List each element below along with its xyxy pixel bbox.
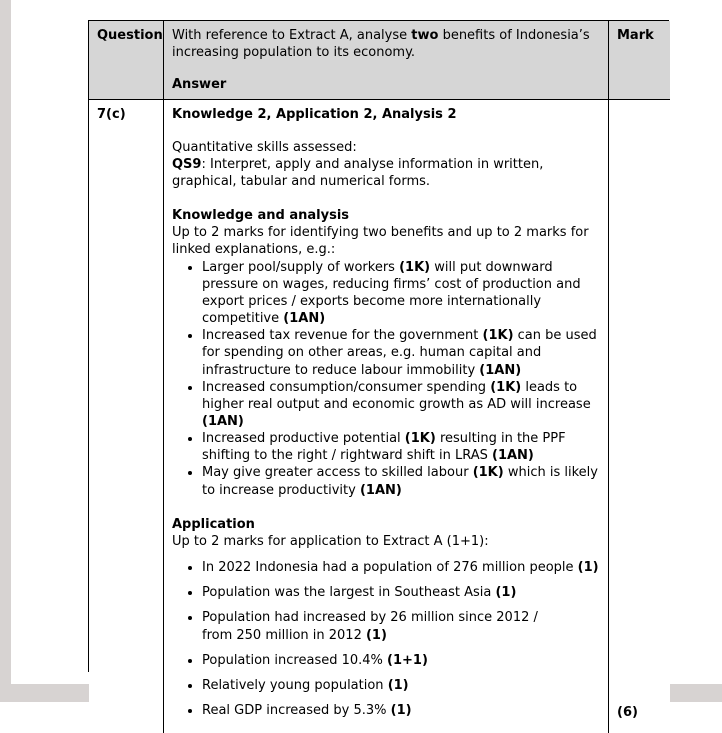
application-heading: Application [172,516,255,532]
list-item: • Increased consumption/consumer spending (1K) leads to higher real output and economic growth as AD will increase (1AN) [202,379,600,430]
question-prompt: With reference to Extract A, analyse two benefits of Indonesia’s increasing population to its economy. [172,28,590,61]
mark-total: (6) [617,705,638,720]
question-number: 7(c) [97,107,126,123]
answer-label: Answer [172,77,227,93]
mark-column-label: Mark [617,28,654,43]
list-item: • Larger pool/supply of workers (1K) will put downward pressure on wages, reducing firms’ cost of production and export prices / exports become more internationally competitive (1AN) [202,259,600,328]
list-item: • Population had increased by 26 million since 2012 / from 250 million in 2012 (1) [202,609,600,643]
knowledge-analysis-intro: Up to 2 marks for identifying two benefits and up to 2 marks for linked explanations, e.g.: [172,225,589,258]
list-item: • Real GDP increased by 5.3% (1) [202,702,600,719]
application-intro: Up to 2 marks for application to Extract A (1+1): [172,533,489,549]
list-item: • In 2022 Indonesia had a population of 276 million people (1) [202,559,600,576]
question-column-label: Question [97,28,163,43]
list-item: • Increased tax revenue for the government (1K) can be used for spending on other areas, e.g. human capital and infrastructure to reduce labour immobility (1AN) [202,327,600,378]
quantitative-skills-label: Quantitative skills assessed: [172,139,357,155]
knowledge-bullet-list [172,259,600,499]
header-cell-prompt [164,21,609,100]
mark-scheme-table [88,20,669,720]
list-item: • May give greater access to skilled labour (1K) which is likely to increase productivity (1AN) [202,464,600,498]
skills-summary-heading: Knowledge 2, Application 2, Analysis 2 [172,107,457,123]
header-cell-mark [609,21,670,100]
page-edge-left [0,0,11,702]
list-item: • Population was the largest in Southeast Asia (1) [202,584,600,601]
body-cell-question-number [89,100,164,733]
header-cell-question [89,21,164,100]
list-item: • Relatively young population (1) [202,677,600,694]
body-cell-answer [164,100,609,733]
body-cell-mark [609,100,670,733]
knowledge-analysis-heading: Knowledge and analysis [172,208,350,224]
list-item: • Population increased 10.4% (1+1) [202,652,600,669]
list-item: • Increased productive potential (1K) resulting in the PPF shifting to the right / rightward shift in LRAS (1AN) [202,430,600,464]
qs9-description: QS9: Interpret, apply and analyse information in written, graphical, tabular and numerical forms. [172,156,544,189]
application-bullet-list [172,559,600,719]
